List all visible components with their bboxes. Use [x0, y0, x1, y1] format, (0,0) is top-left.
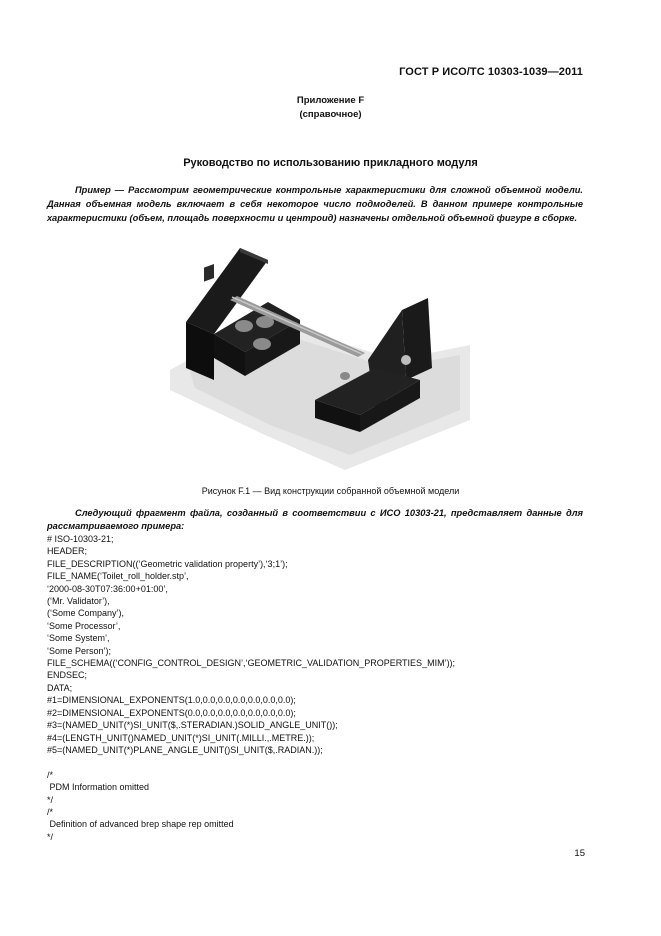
- code-line: FILE_NAME(‘Toilet_roll_holder.stp’,: [47, 571, 189, 582]
- code-line: [47, 756, 455, 768]
- code-line: #4=(LENGTH_UNIT()NAMED_UNIT(*)SI_UNIT(.MILLI.,.METRE.));: [47, 732, 315, 743]
- code-line: FILE_SCHEMA((‘CONFIG_CONTROL_DESIGN’,‘GEOMETRIC_VALIDATION_PROPERTIES_MIM’));: [47, 658, 456, 669]
- code-line: ENDSEC;: [47, 670, 88, 681]
- code-line: FILE_DESCRIPTION((‘Geometric validation property’),‘3;1’);: [47, 558, 288, 569]
- code-line: */: [47, 831, 54, 842]
- code-line: ‘Some Person’);: [47, 645, 112, 656]
- right-bracket-plate: [402, 298, 432, 380]
- code-line: (‘Some Company’),: [47, 608, 125, 619]
- knob-2: [340, 372, 350, 380]
- intro-paragraph: Пример — Рассмотрим геометрические контрольные характеристики для сложной объемной модели. Данная объемная модель включает в себя некоторое число подмоделей. В данном примере контрольные характеристики (объем, площадь поверхности и центроид) назначены отдельной объемной фигуре в сборке.: [47, 185, 583, 223]
- code-line: #3=(NAMED_UNIT(*)SI_UNIT($,.STERADIAN.)SOLID_ANGLE_UNIT());: [47, 720, 338, 731]
- left-bracket-tab: [204, 264, 214, 282]
- code-line: HEADER;: [47, 546, 88, 557]
- code-line: # ISO-10303-21;: [47, 534, 114, 544]
- code-line: Definition of advanced brep shape rep omitted: [47, 819, 234, 830]
- code-line: #1=DIMENSIONAL_EXPONENTS(1.0,0.0,0.0,0.0,0.0,0.0,0.0);: [47, 695, 296, 706]
- annex-subtitle: (справочное): [299, 109, 362, 120]
- code-listing: [47, 533, 455, 843]
- peg-3: [253, 338, 271, 350]
- knob-1: [401, 355, 411, 365]
- document-standard-header: ГОСТ Р ИСО/ТС 10303-1039—2011: [399, 66, 583, 78]
- code-line: /*: [47, 769, 54, 780]
- code-line: #5=(NAMED_UNIT(*)PLANE_ANGLE_UNIT()SI_UNIT($,.RADIAN.));: [47, 744, 323, 755]
- code-line: ‘2000-08-30T07:36:00+01:00’,: [47, 583, 168, 594]
- code-line: */: [47, 794, 54, 805]
- code-line: (‘Mr. Validator’),: [47, 596, 110, 607]
- figure-caption: Рисунок F.1 — Вид конструкции собранной объемной модели: [201, 486, 460, 496]
- code-line: ‘Some Processor’,: [47, 620, 121, 631]
- lead-paragraph: Следующий фрагмент файла, созданный в соответствии с ИСО 10303-21, представляет данные для рассматриваемого примера:: [47, 508, 583, 531]
- section-title: Руководство по использованию прикладного модуля: [183, 157, 478, 169]
- code-line: PDM Information omitted: [47, 782, 150, 793]
- assembly-figure: [170, 240, 490, 470]
- code-line: /*: [47, 806, 54, 817]
- annex-title: Приложение F: [296, 95, 365, 106]
- page-number: 15: [574, 848, 585, 859]
- code-line: DATA;: [47, 682, 73, 693]
- peg-1: [235, 320, 253, 332]
- code-line: #2=DIMENSIONAL_EXPONENTS(0.0,0.0,0.0,0.0,0.0,0.0,0.0);: [47, 707, 296, 718]
- code-line: ‘Some System’,: [47, 633, 110, 644]
